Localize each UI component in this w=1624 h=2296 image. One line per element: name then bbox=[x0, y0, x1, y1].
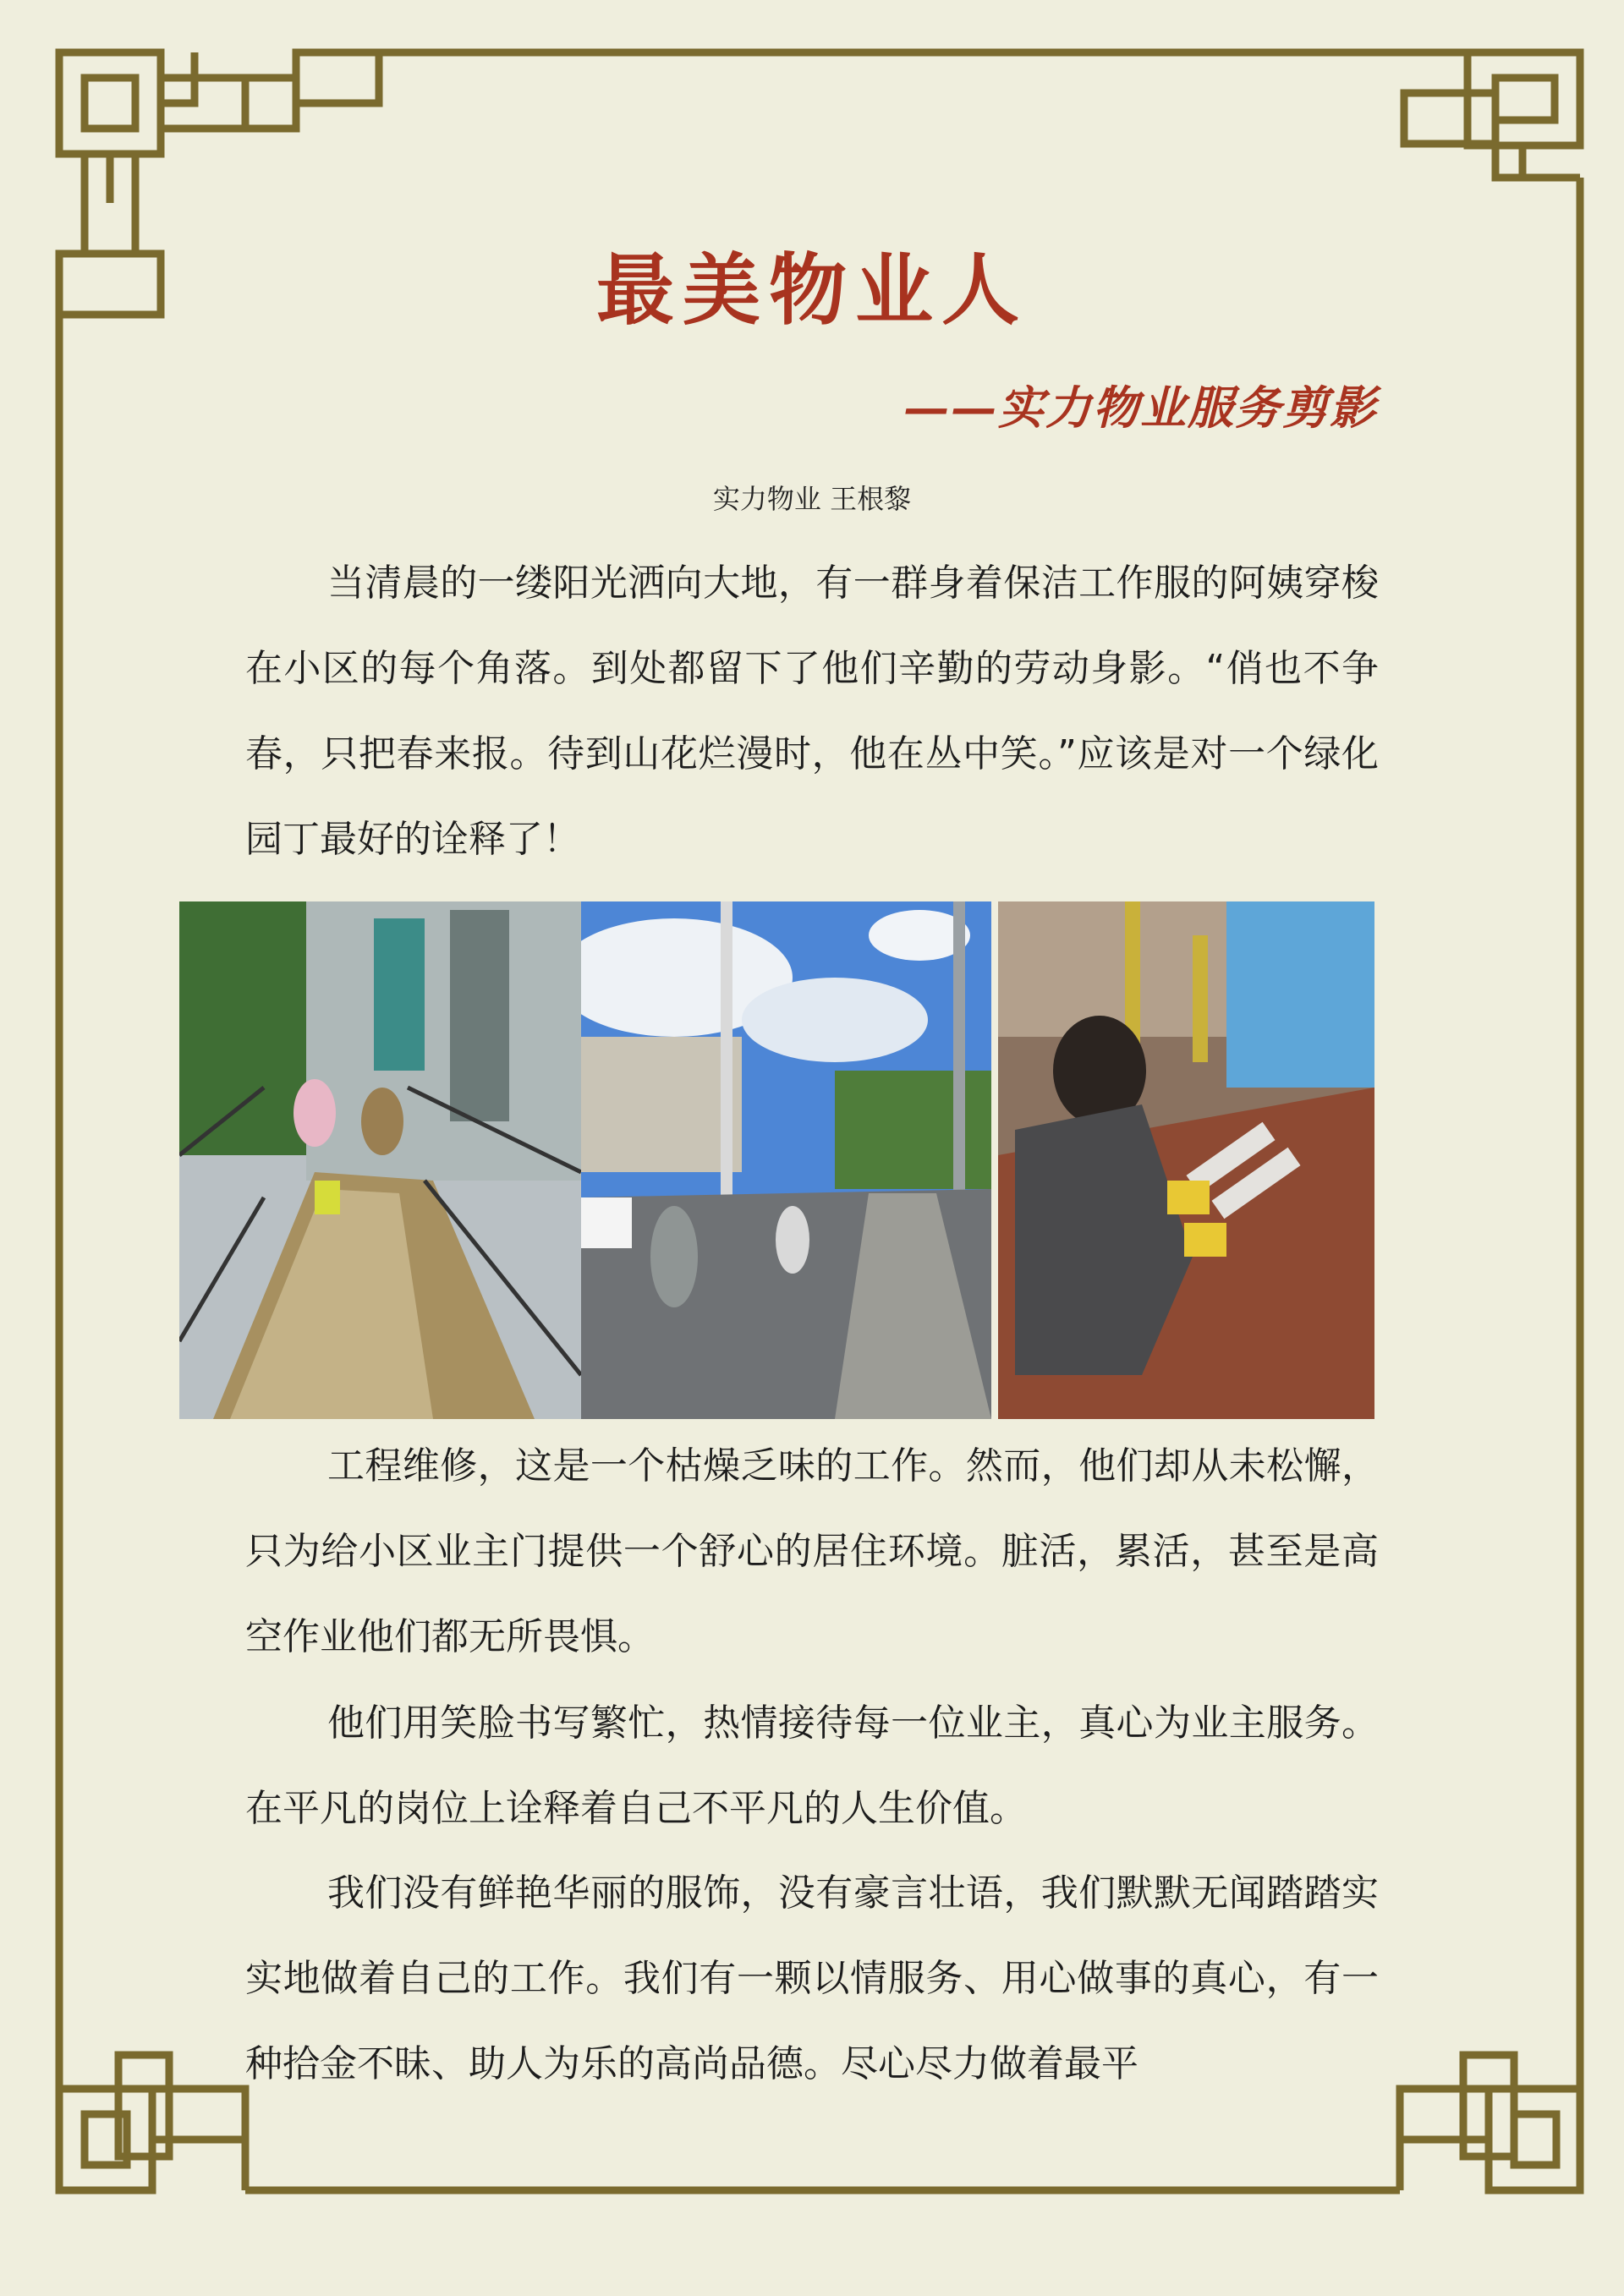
photo-street-washing bbox=[581, 901, 991, 1419]
author-line: 实力物业 王根黎 bbox=[712, 483, 912, 515]
photo-strip bbox=[179, 901, 1374, 1419]
paragraph-dedication: 我们没有鲜艳华丽的服饰，没有豪言壮语，我们默默无闻踏踏实实地做着自己的工作。我们有一颗以情服务、用心做事的真心，有一种拾金不昧、助人为乐的高尚品德。尽心尽力做着最平 bbox=[245, 1871, 1379, 2085]
corner-ornament-top-right bbox=[1404, 52, 1580, 178]
paragraph-service: 他们用笑脸书写繁忙，热情接待每一位业主，真心为业主服务。在平凡的岗位上诠释着自己不平凡的人生价值。 bbox=[245, 1701, 1379, 1830]
photo-cleaners-ramp bbox=[179, 901, 581, 1419]
paragraph-engineering: 工程维修，这是一个枯燥乏味的工作。然而，他们却从未松懈，只为给小区业主门提供一个舒心的居住环境。脏活，累活，甚至是高空作业他们都无所畏惧。 bbox=[245, 1444, 1379, 1658]
corner-ornament-bottom-left bbox=[59, 1983, 245, 2190]
page-title: 最美物业人 bbox=[595, 244, 1028, 336]
page-subtitle: ——实力物业服务剪影 bbox=[903, 381, 1377, 435]
corner-ornament-bottom-right bbox=[1400, 1983, 1580, 2190]
photo-pipe-repair bbox=[998, 901, 1374, 1419]
paragraph-cleaning: 当清晨的一缕阳光洒向大地，有一群身着保洁工作服的阿姨穿梭在小区的每个角落。到处都留下了他们辛勤的劳动身影。“俏也不争春，只把春来报。待到山花烂漫时，他在丛中笑。”应该是对一个绿化园丁最好的诠释了！ bbox=[245, 562, 1379, 861]
